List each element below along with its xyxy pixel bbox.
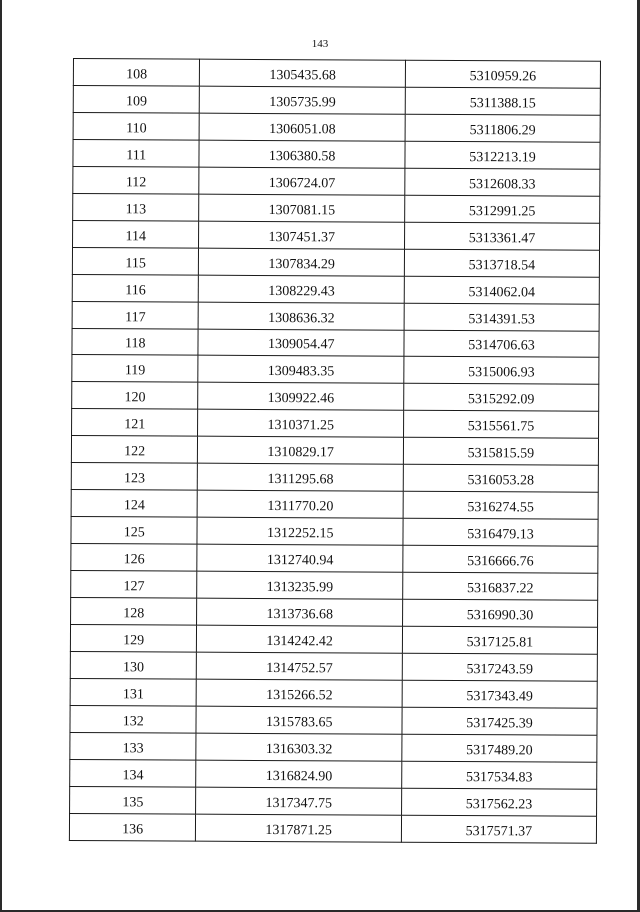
table-row [72, 247, 599, 277]
table-row [71, 598, 598, 628]
y-coordinate-cell: 5312608.33 [405, 168, 600, 196]
point-index-cell: 115 [72, 247, 199, 275]
point-index-cell: 132 [70, 705, 197, 733]
x-coordinate-cell: 1315266.52 [197, 679, 403, 707]
point-index-cell: 128 [71, 598, 198, 626]
point-index-cell: 133 [70, 732, 197, 760]
table-row [71, 463, 598, 493]
y-coordinate-cell: 5317243.59 [402, 653, 597, 681]
x-coordinate-cell: 1312252.15 [197, 517, 403, 545]
table-row [72, 382, 599, 412]
point-index-cell: 118 [72, 328, 199, 356]
y-coordinate-cell: 5316274.55 [403, 491, 598, 519]
y-coordinate-cell: 5311388.15 [405, 87, 600, 115]
x-coordinate-cell: 1307451.37 [199, 221, 405, 249]
y-coordinate-cell: 5314391.53 [404, 303, 599, 331]
table-row [73, 59, 600, 89]
point-index-cell: 114 [73, 220, 200, 248]
page-number: 143 [311, 38, 329, 50]
x-coordinate-cell: 1313736.68 [197, 598, 403, 626]
point-index-cell: 134 [70, 759, 197, 787]
x-coordinate-cell: 1305735.99 [200, 86, 406, 114]
point-index-cell: 126 [71, 544, 198, 572]
x-coordinate-cell: 1305435.68 [200, 59, 406, 87]
y-coordinate-cell: 5315006.93 [404, 357, 599, 385]
point-index-cell: 119 [72, 355, 199, 383]
y-coordinate-cell: 5314062.04 [404, 276, 599, 304]
y-coordinate-cell: 5310959.26 [405, 60, 600, 88]
y-coordinate-cell: 5312213.19 [405, 141, 600, 169]
point-index-cell: 127 [71, 571, 198, 599]
point-index-cell: 121 [72, 409, 199, 437]
table-row [71, 571, 598, 601]
x-coordinate-cell: 1307081.15 [199, 194, 405, 222]
table-row [72, 409, 599, 439]
x-coordinate-cell: 1308229.43 [199, 275, 405, 303]
x-coordinate-cell: 1317347.75 [196, 787, 402, 815]
x-coordinate-cell: 1307834.29 [199, 248, 405, 276]
x-coordinate-cell: 1315783.65 [196, 706, 402, 734]
coordinate-table-body [69, 59, 600, 844]
point-index-cell: 116 [72, 274, 199, 302]
table-row [73, 112, 600, 142]
table-row [70, 625, 597, 655]
y-coordinate-cell: 5314706.63 [404, 330, 599, 358]
y-coordinate-cell: 5317534.83 [402, 761, 597, 789]
point-index-cell: 129 [70, 625, 197, 653]
table-row [71, 490, 598, 520]
x-coordinate-cell: 1306380.58 [199, 140, 405, 168]
x-coordinate-cell: 1306724.07 [199, 167, 405, 195]
x-coordinate-cell: 1310829.17 [198, 437, 404, 465]
y-coordinate-cell: 5315561.75 [404, 411, 599, 439]
point-index-cell: 120 [72, 382, 199, 410]
x-coordinate-cell: 1309054.47 [198, 329, 404, 357]
table-row [73, 220, 600, 250]
table-row [73, 166, 600, 196]
x-coordinate-cell: 1306051.08 [200, 113, 406, 141]
table-row [72, 355, 599, 385]
x-coordinate-cell: 1310371.25 [198, 410, 404, 438]
table-row [70, 678, 597, 708]
point-index-cell: 108 [73, 59, 200, 87]
y-coordinate-cell: 5316479.13 [403, 518, 598, 546]
point-index-cell: 125 [71, 517, 198, 545]
x-coordinate-cell: 1317871.25 [196, 814, 402, 842]
y-coordinate-cell: 5317125.81 [402, 626, 597, 654]
table-row [71, 436, 598, 466]
y-coordinate-cell: 5315292.09 [404, 384, 599, 412]
x-coordinate-cell: 1314752.57 [197, 652, 403, 680]
point-index-cell: 124 [71, 490, 198, 518]
point-index-cell: 112 [73, 166, 200, 194]
y-coordinate-cell: 5311806.29 [405, 114, 600, 142]
x-coordinate-cell: 1309922.46 [198, 383, 404, 411]
table-row [70, 786, 597, 816]
table-row [73, 85, 600, 115]
table-row [73, 139, 600, 169]
x-coordinate-cell: 1308636.32 [199, 302, 405, 330]
point-index-cell: 130 [70, 651, 197, 679]
point-index-cell: 122 [71, 436, 198, 464]
x-coordinate-cell: 1311770.20 [198, 490, 404, 518]
table-row [70, 759, 597, 789]
x-coordinate-cell: 1313235.99 [197, 571, 403, 599]
point-index-cell: 131 [70, 678, 197, 706]
y-coordinate-cell: 5313718.54 [404, 249, 599, 277]
table-row [71, 517, 598, 547]
y-coordinate-cell: 5316837.22 [403, 572, 598, 600]
x-coordinate-cell: 1312740.94 [197, 544, 403, 572]
point-index-cell: 111 [73, 139, 200, 167]
table-row [70, 705, 597, 735]
y-coordinate-cell: 5316666.76 [403, 545, 598, 573]
table-row [71, 544, 598, 574]
point-index-cell: 123 [71, 463, 198, 491]
y-coordinate-cell: 5317562.23 [402, 788, 597, 816]
table-row [70, 651, 597, 681]
x-coordinate-cell: 1309483.35 [198, 356, 404, 384]
table-row [72, 274, 599, 304]
point-index-cell: 136 [69, 813, 196, 841]
coordinate-table-container [69, 58, 601, 844]
point-index-cell: 110 [73, 112, 200, 140]
y-coordinate-cell: 5316990.30 [403, 599, 598, 627]
x-coordinate-cell: 1311295.68 [198, 463, 404, 491]
table-row [70, 732, 597, 762]
table-row [72, 301, 599, 331]
y-coordinate-cell: 5316053.28 [403, 465, 598, 493]
coordinate-table [69, 58, 601, 844]
x-coordinate-cell: 1316824.90 [196, 760, 402, 788]
y-coordinate-cell: 5317425.39 [402, 707, 597, 735]
point-index-cell: 113 [73, 193, 200, 221]
y-coordinate-cell: 5313361.47 [404, 222, 599, 250]
point-index-cell: 109 [73, 85, 200, 113]
y-coordinate-cell: 5315815.59 [403, 438, 598, 466]
table-row [72, 328, 599, 358]
y-coordinate-cell: 5312991.25 [405, 195, 600, 223]
table-row [73, 193, 600, 223]
table-row [69, 813, 596, 843]
y-coordinate-cell: 5317571.37 [401, 815, 596, 843]
x-coordinate-cell: 1316303.32 [196, 733, 402, 761]
point-index-cell: 135 [70, 786, 197, 814]
y-coordinate-cell: 5317343.49 [402, 680, 597, 708]
y-coordinate-cell: 5317489.20 [402, 734, 597, 762]
x-coordinate-cell: 1314242.42 [197, 625, 403, 653]
scan-edge-left [0, 0, 2, 912]
point-index-cell: 117 [72, 301, 199, 329]
